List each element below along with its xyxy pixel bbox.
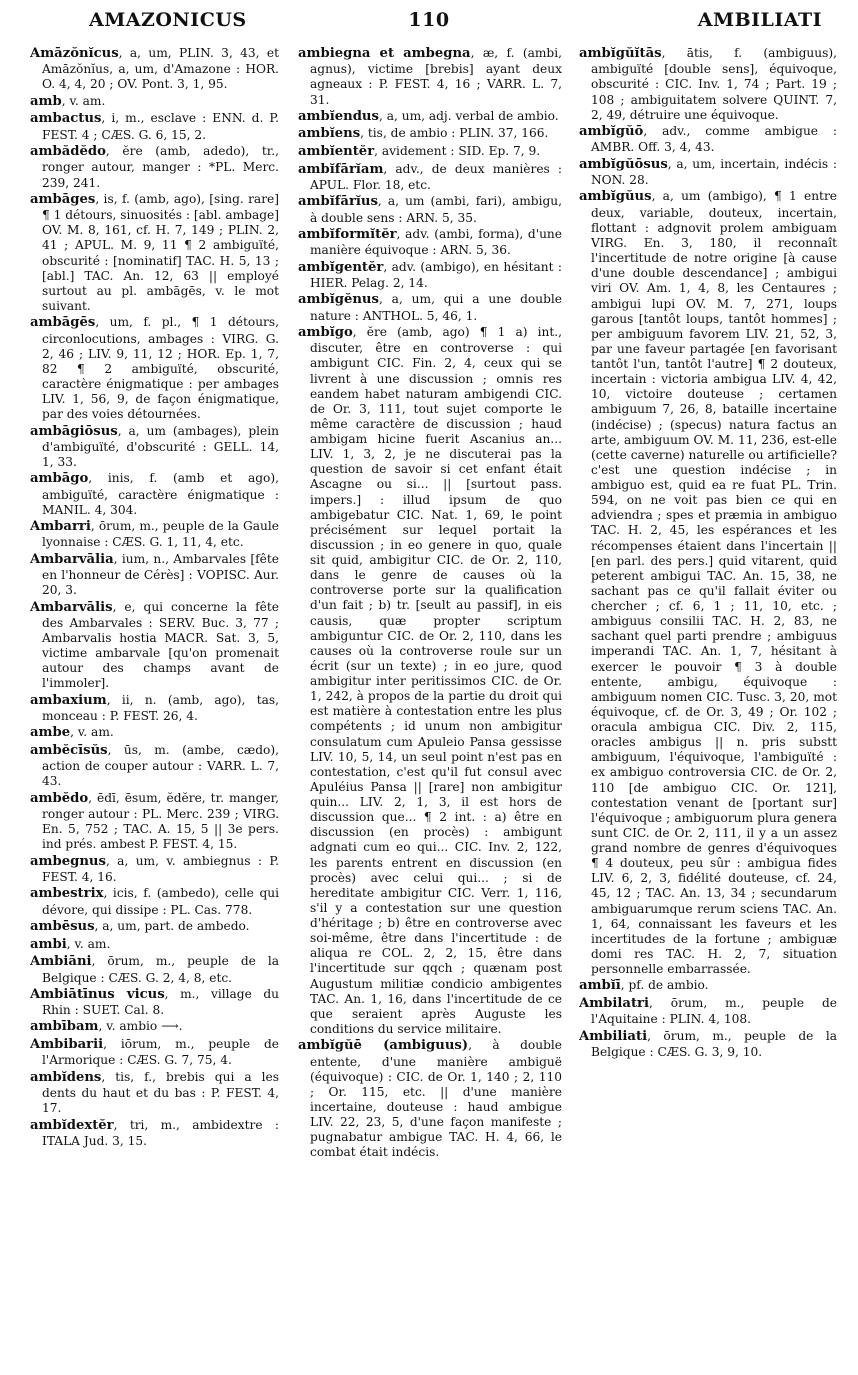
headword: ambĕdo [30,790,89,806]
headword: ambĭformĭtĕr [298,226,397,242]
dictionary-entry: Ambarvālis, e, qui concerne la fête des Ambarvales : SERV. Buc. 3, 77 ; Ambarvalis hostia MACR. Sat. 3, 5, victime ambarvale [qu'on promenait autour des champs avant de l'immoler]. [30,599,279,691]
dictionary-entry: ambāgo, inis, f. (amb et ago), ambiguïté, caractère énigmatique : MANIL. 4, 304. [30,471,279,517]
dictionary-entry: ambāges, is, f. (amb, ago), [sing. rare] ¶ 1 détours, sinuosités : [abl. ambage] OV. M. 8, 161, cf. H. 7, 149 ; PLIN. 2, 41 ; APUL. M. 9, 11 ¶ 2 ambiguïté, obscurité : [nominatif] TAC. H. 5, 13 ; [abl.] TAC. An. 12, 63 || employé surtout au pl. ambāgēs, v. le mot suivant. [30,191,279,313]
dictionary-entry: ambĭfārĭam, adv., de deux manières : APUL. Flor. 18, etc. [298,161,562,192]
headword: Ambiātīnus vicus [30,986,165,1002]
headword: Ambiāni [30,954,92,970]
dictionary-entry: ambāgēs, um, f. pl., ¶ 1 détours, circonlocutions, ambages : VIRG. G. 2, 46 ; LIV. 9, 11, 12 ; HOR. Ep. 1, 7, 82 ¶ 2 ambiguïté, obscurité, caractère énigmatique : per ambages LIV. 1, 56, 9, de façon énigmatique, par des voies détournées. [30,315,279,422]
headword: ambactus [30,111,102,127]
headword: ambĕcīsŭs [30,742,108,758]
dictionary-entry: ambĭentĕr, avidement : SID. Ep. 7, 9. [298,144,541,160]
dictionary-entry: Ambilatri, ōrum, m., peuple de l'Aquitaine : PLIN. 4, 108. [579,995,837,1027]
running-head-right: AMBILIATI [697,9,822,31]
dictionary-entry: Ambiāni, ōrum, m., peuple de la Belgique : CÆS. G. 2, 4, 8, etc. [30,954,279,985]
dictionary-entry: ambĭgŭus, a, um (ambigo), ¶ 1 entre deux, variable, douteux, incertain, flottant : adgnovit prolem ambiguam VIRG. En. 3, 180, il reconnaît l'incertitude de notre origine [à cause d'une double descendance] ; ambigui viri OV. Am. 1, 4, 8, les Centaures ; ambigui lupi OV. M. 7, 271, loups garous [tantôt loups, tantôt hommes] ; per ambiguum favorem LIV. 21, 52, 3, par une faveur partagée [en favorisant tantôt l'un, tantôt l'autre] ¶ 2 douteux, incertain : victoria ambigua LIV. 4, 42, 10, victoire douteuse ; certamen ambiguum 7, 26, 8, bataille incertaine (indécise) ; (specus) natura factus an arte, ambiguum OV. M. 11, 236, est-elle (cette caverne) naturelle ou artificielle? c'est une question indécise ; in ambiguo est, quid ea re fuat PL. Trin. 594, on ne voit pas bien ce qui en adviendra ; spes et præmia in ambiguo TAC. H. 2, 45, les espérances et les récompenses étaient dans l'incertain || [en parl. des pers.] quid vitarent, quid peterent ambigui TAC. An. 15, 38, ne sachant pas ce qu'il fallait éviter ou chercher ; cf. 6, 1 ; 11, 10, etc. ; ambiguus consilii TAC. H. 2, 83, ne sachant quel parti prendre ; ambiguus imperandi TAC. An. 1, 7, hésitant à exercer le pouvoir ¶ 3 à double entente, ambigu, équivoque : ambiguum nomen CIC. Tusc. 3, 20, mot équivoque, cf. de Or. 3, 49 ; Or. 102 ; oracula ambigua CIC. Div. 2, 115, oracles ambigus || n. pris substt ambiguum, l'équivoque, l'ambiguïté : ex ambiguo controversia CIC. de Or. 2, 110 [de ambiguo CIC. Or. 121], contestation venant de [portant sur] l'équivoque ; ambiguorum plura genera sunt CIC. de Or. 2, 111, il y a un assez grand nombre de genres d'équivoques ¶ 4 douteux, peu sûr : ambigua fides LIV. 6, 2, 3, fidélité douteuse, cf. 24, 45, 12 ; TAC. An. 13, 34 ; secundarum ambiguarumque rerum sciens TAC. An. 1, 64, connaissant les faveurs et les incertitudes de la fortune ; ambiguæ domi res TAC. H. 2, 7, situation personnelle embarrassée. [579,189,837,976]
dictionary-entry: ambe, v. am. [30,725,114,741]
headword: ambāgēs [30,315,96,331]
dictionary-entry: ambĕdo, ēdī, ēsum, ĕdĕre, tr. manger, ronger autour : PL. Merc. 239 ; VIRG. En. 5, 752 ; TAC. A. 15, 5 || 3e pers. ind prés. ambest P. FEST. 4, 15. [30,790,279,852]
dictionary-entry: ambĭfārĭus, a, um (ambi, fari), ambigu, à double sens : ARN. 5, 35. [298,194,562,225]
headword: ambāges [30,191,96,207]
headword: ambĭgo [298,324,353,340]
dictionary-entry: ambĭgŭōsus, a, um, incertain, indécis : NON. 28. [579,156,837,188]
headword: Ambilatri [579,995,650,1011]
headword: ambĭī [579,978,621,994]
dictionary-entry: ambegnus, a, um, v. ambiegnus : P. FEST. 4, 16. [30,853,279,885]
dictionary-entry: ambībam, v. ambio ⟶. [30,1019,183,1035]
dictionary-entry: ambĭens, tis, de ambio : PLIN. 37, 166. [298,126,549,142]
headword: ambĭendus [298,108,379,124]
column-left [30,46,279,1366]
headword: ambădĕdo [30,144,106,160]
dictionary-entry: Ambarri, ōrum, m., peuple de la Gaule lyonnaise : CÆS. G. 1, 11, 4, etc. [30,519,279,550]
dictionary-entry: ambāgiōsus, a, um (ambages), plein d'ambiguïté, d'obscurité : GELL. 14, 1, 33. [30,423,279,470]
headword: ambĭdextĕr [30,1117,114,1133]
dictionary-entry: Ambarvālia, ium, n., Ambarvales [fête en l'honneur de Cérès] : VOPISC. Aur. 20, 3. [30,551,279,598]
dictionary-entry: ambi, v. am. [30,936,111,952]
headword: ambĭgĕnus [298,292,379,308]
headword: ambĭgŭĭtās [579,46,662,61]
headword: ambĭfārĭus [298,194,378,210]
headword: Ambiliati [579,1028,648,1044]
running-head-left: AMAZONICUS [89,9,247,31]
column-middle [298,46,562,1366]
dictionary-entry: Ambibarii, iōrum, m., peuple de l'Armorique : CÆS. G. 7, 75, 4. [30,1037,279,1068]
headword: Ambarri [30,519,91,535]
headword: ambestrix [30,886,104,902]
headword: ambĭgŭōsus [579,156,668,172]
dictionary-entry: ambestrix, icis, f. (ambedo), celle qui dévore, qui dissipe : PL. Cas. 778. [30,886,279,917]
dictionary-entry: amb, v. am. [30,93,106,109]
dictionary-entry: ambiegna et ambegna, æ, f. (ambi, agnus), victime [brebis] ayant deux agneaux : P. FEST. 4, 16 ; VARR. L. 7, 31. [298,46,562,107]
headword: amb [30,93,62,109]
dictionary-entry: ambĭformĭtĕr, adv. (ambi, forma), d'une manière équivoque : ARN. 5, 36. [298,226,562,258]
headword: ambe [30,725,71,741]
headword: Amāzŏnĭcus [30,46,119,61]
dictionary-entry: ambĭendus, a, um, adj. verbal de ambio. [298,108,559,124]
headword: ambĭfārĭam [298,161,384,177]
dictionary-entry: ambădĕdo, ĕre (amb, adedo), tr., ronger autour, manger : *PL. Merc. 239, 241. [30,144,279,190]
dictionary-entry: ambĭī, pf. de ambio. [579,978,709,994]
headword: Ambibarii [30,1037,104,1053]
dictionary-entry: Ambiliati, ōrum, m., peuple de la Belgique : CÆS. G. 3, 9, 10. [579,1028,837,1059]
dictionary-entry: ambactus, i, m., esclave : ENN. d. P. FEST. 4 ; CÆS. G. 6, 15, 2. [30,111,279,142]
headword: Ambarvālia [30,551,114,567]
headword: ambegnus [30,853,106,869]
page-header [0,0,858,40]
page-number: 110 [408,9,450,31]
headword: ambĭgŭē (ambiguus) [298,1038,469,1054]
headword: ambĭens [298,126,361,142]
headword: ambībam [30,1019,99,1035]
column-right [579,46,837,1366]
dictionary-entry: ambĭdextĕr, tri, m., ambidextre : ITALA Jud. 3, 15. [30,1117,279,1148]
headword: ambĭdens [30,1069,102,1085]
dictionary-entry: ambĭgo, ĕre (amb, ago) ¶ 1 a) int., discuter, être en controverse : qui ambigunt CIC. Fin. 2, 4, ceux qui se livrent à une discussion ; omnis res eandem habet naturam ambigendi CIC. de Or. 3, 111, tout sujet comporte le même caractère de discussion ; haud ambigam hicine fuerit Ascanius an... LIV. 1, 3, 2, je ne discuterai pas la question de savoir si cet enfant était Ascagne ou si... || [surtout pass. impers.] : illud ipsum de quo ambigebatur CIC. Nat. 1, 69, le point précisément sur lequel portait la discussion ; in eo genere in quo, quale sit quid, ambigitur CIC. de Or. 2, 110, dans le genre de causes où la controverse porte sur la qualification d'un fait ; b) tr. [seult au passif], in eis causis, quæ propter scriptum ambiguntur CIC. de Or. 2, 110, dans les causes où la controverse roule sur un écrit (sur un texte) ; in eo jure, quod ambigitur inter peritissimos CIC. de Or. 1, 242, à propos de la partie du droit qui est matière à contestation entre les plus compétents ; id unum non ambigitur consulatum cum Apuleio Pansa gessisse LIV. 10, 5, 14, un seul point n'est pas en contestation, c'est qu'il fut consul avec Apuléius Pansa || [rare] non ambigitur quin... LIV. 2, 1, 3, il est hors de discussion que... ¶ 2 int. : a) être en discussion (en procès) : ambigunt adgnati cum eo qui... CIC. Inv. 2, 122, les parents entrent en discussion (en procès) avec celui qui... ; si de hereditate ambigitur CIC. Verr. 1, 116, s'il y a contestation sur une question d'héritage ; b) être en controverse avec soi-même, être dans l'incertitude : de aliqua re COL. 2, 2, 15, être dans l'incertitude sur qqch ; quænam post Augustum militiæ condicio ambigentes TAC. An. 1, 16, dans l'incertitude de ce que seraient après Auguste les conditions du service militaire. [298,324,562,1036]
dictionary-entry: ambēsus, a, um, part. de ambedo. [30,919,250,935]
dictionary-entry: ambaxium, ii, n. (amb, ago), tas, monceau : P. FEST. 26, 4. [30,692,279,724]
headword: ambĭgentĕr [298,259,384,275]
headword: Ambarvālis [30,599,113,615]
headword: ambiegna et ambegna [298,46,471,61]
dictionary-entry: ambĭgĕnus, a, um, qui a une double nature : ANTHOL. 5, 46, 1. [298,292,562,323]
dictionary-entry: ambĕcīsŭs, ūs, m. (ambe, cædo), action de couper autour : VARR. L. 7, 43. [30,742,279,789]
dictionary-entry: Ambiātīnus vicus, m., village du Rhin : SUET. Cal. 8. [30,986,279,1018]
dictionary-entry: ambĭgŭē (ambiguus), à double entente, d'une manière ambiguë (équivoque) : CIC. de Or. 1, 140 ; 2, 110 ; Or. 115, etc. || d'une manière incertaine, douteuse : haud ambigue LIV. 22, 23, 5, d'une façon manifeste ; pugnabatur ambigue TAC. H. 4, 66, le combat était indécis. [298,1038,562,1160]
headword: ambāgiōsus [30,423,118,439]
dictionary-entry: Amāzŏnĭcus, a, um, PLIN. 3, 43, et Amāzŏnĭus, a, um, d'Amazone : HOR. O. 4, 4, 20 ; OV. Pont. 3, 1, 95. [30,46,279,92]
dictionary-entry: ambĭgentĕr, adv. (ambigo), en hésitant : HIER. Pelag. 2, 14. [298,259,562,290]
dictionary-entry: ambĭgŭĭtās, ātis, f. (ambiguus), ambiguïté [double sens], équivoque, obscurité : CIC. Inv. 1, 74 ; Part. 19 ; 108 ; ambiguitatem solvere QUINT. 7, 2, 49, détruire une équivoque. [579,46,837,122]
headword: ambĭgŭō [579,124,644,140]
headword: ambaxium [30,692,107,708]
headword: ambēsus [30,919,95,935]
headword: ambĭentĕr [298,144,375,160]
headword: ambi [30,936,67,952]
dictionary-entry: ambĭgŭō, adv., comme ambigue : AMBR. Off. 3, 4, 43. [579,124,837,155]
headword: ambĭgŭus [579,189,652,205]
dictionary-entry: ambĭdens, tis, f., brebis qui a les dents du haut et du bas : P. FEST. 4, 17. [30,1069,279,1116]
headword: ambāgo [30,471,89,487]
